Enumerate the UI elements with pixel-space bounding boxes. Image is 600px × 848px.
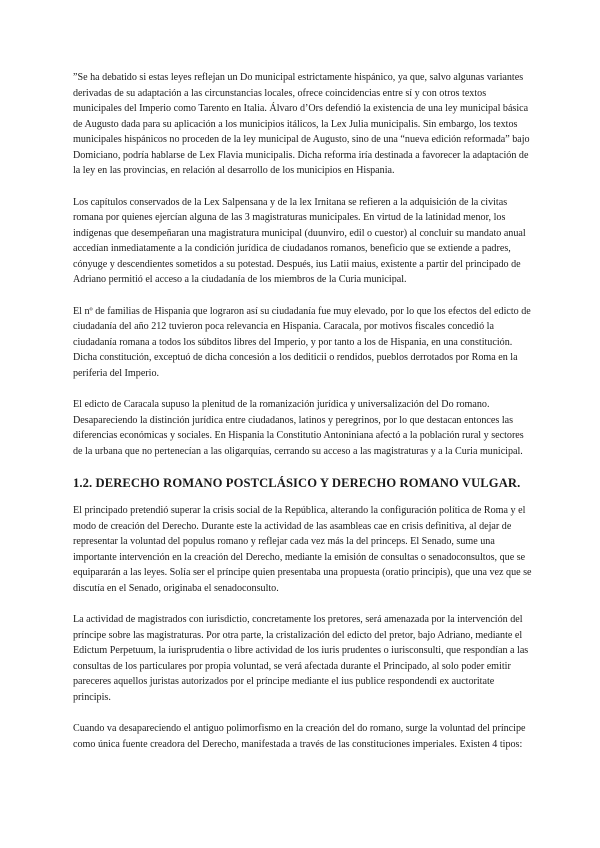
page-content xyxy=(73,70,533,768)
section-heading: 1.2. DERECHO ROMANO POSTCLÁSICO Y DERECHO ROMANO VULGAR. xyxy=(73,476,521,490)
paragraph-magistrates-iurisdictio: La actividad de magistrados con iurisdictio, concretamente los pretores, será amenazada por la intervención del príncipe sobre las magistraturas. Por otra parte, la cristalización del edicto del pretor, bajo Adriano, mediante el Edictum Perpetuum, la iurisprudentia o libre actividad de los iuris prudentes o iurisconsulti, que respondían a las consultas de los particulares por propia voluntad, se verá afectada durante el Principado, al solo poder emitir pareceres aquellos juristas autorizados por el príncipe mediante el ius publice respondendi ex auctoritate principis. xyxy=(73,614,529,703)
paragraph-caracalla-edict: El edicto de Caracala supuso la plenitud de la romanización jurídica y universalización del Do romano. Desapareciendo la distinción jurídica entre ciudadanos, latinos y peregrinos, por lo que destacan entonces las diferencias económicas y sociales. En Hispania la Constitutio Antoniniana afectó a la población rural y sectores de la urbana que no pertenecían a las oligarquías, cerrando su acceso a las magistraturas y a la Curia municipal. xyxy=(73,399,524,457)
paragraph-municipal-law-debate: ”Se ha debatido si estas leyes reflejan un Do municipal estrictamente hispánico, ya que, salvo algunas variantes derivadas de su adaptación a las circunstancias locales, ofrece coincidencias entre sí y con otros textos municipales del Imperio como Tarento en Italia. Álvaro d’Ors defendió la existencia de una ley municipal básica de Augusto dada para su aplicación a los municipios itálicos, la Lex Julia municipalis. Sin embargo, los textos municipales hispánicos no proceden de la ley municipal de Augusto, sino de una “nueva edición reformada” bajo Domiciano, podría hablarse de Lex Flavia municipalis. Dicha reforma iría destinada a favorecer la adaptación de la ley en las provincias, en relación al desarrollo de los municipios en Hispania. xyxy=(73,72,530,176)
paragraph-citizenship-edict-212: El nº de familias de Hispania que lograron así su ciudadanía fue muy elevado, por lo que los efectos del edicto de ciudadanía del año 212 tuvieron poca relevancia en Hispania. Caracala, por motivos fiscales concedió la ciudadanía romana a todos los súbditos libres del Imperio, y por tanto a los de Hispania, en una constitución. Dicha constitución, exceptuó de dicha concesión a los dediticii o rendidos, pueblos derrotados por Roma en la periferia del Imperio. xyxy=(73,305,531,379)
paragraph-imperial-constitutions: Cuando va desapareciendo el antiguo polimorfismo en la creación del do romano, surge la voluntad del príncipe como única fuente creadora del Derecho, manifestada a través de las constituciones imperiales. Existen 4 tipos: xyxy=(73,723,526,750)
paragraph-salpensana-irnitana: Los capítulos conservados de la Lex Salpensana y de la lex Irnitana se refieren a la adquisición de la civitas romana por quienes ejercían alguna de las 3 magistraturas municipales. En virtud de la latinidad menor, los indígenas que desempeñaran una magistratura municipal (duunviro, edil o cuestor) al concluir su mandato anual accedían inmediatamente a la condición jurídica de ciudadanos romanos, beneficio que se extiende a padres, cónyuge y descendientes sometidos a su potestad. Después, ius Latii maius, existente a partir del principado de Adriano permitió el acceso a la ciudadanía de los miembros de la Curia municipal. xyxy=(73,196,526,285)
paragraph-principate: El principado pretendió superar la crisis social de la República, alterando la configuración política de Roma y el modo de creación del Derecho. Durante este la actividad de las asambleas cae en crisis definitiva, al dejar de representar la voluntad del populus romano y reflejar cada vez más la del princeps. El Senado, sume una importante intervención en la creación del Derecho, mediante la emisión de consultas o senadoconsultos, que se equipararán a las leyes. Solía ser el príncipe quien presentaba una propuesta (oratio principis), que una vez que se discutía en el Senado, originaba el senadoconsulto. xyxy=(73,505,532,594)
